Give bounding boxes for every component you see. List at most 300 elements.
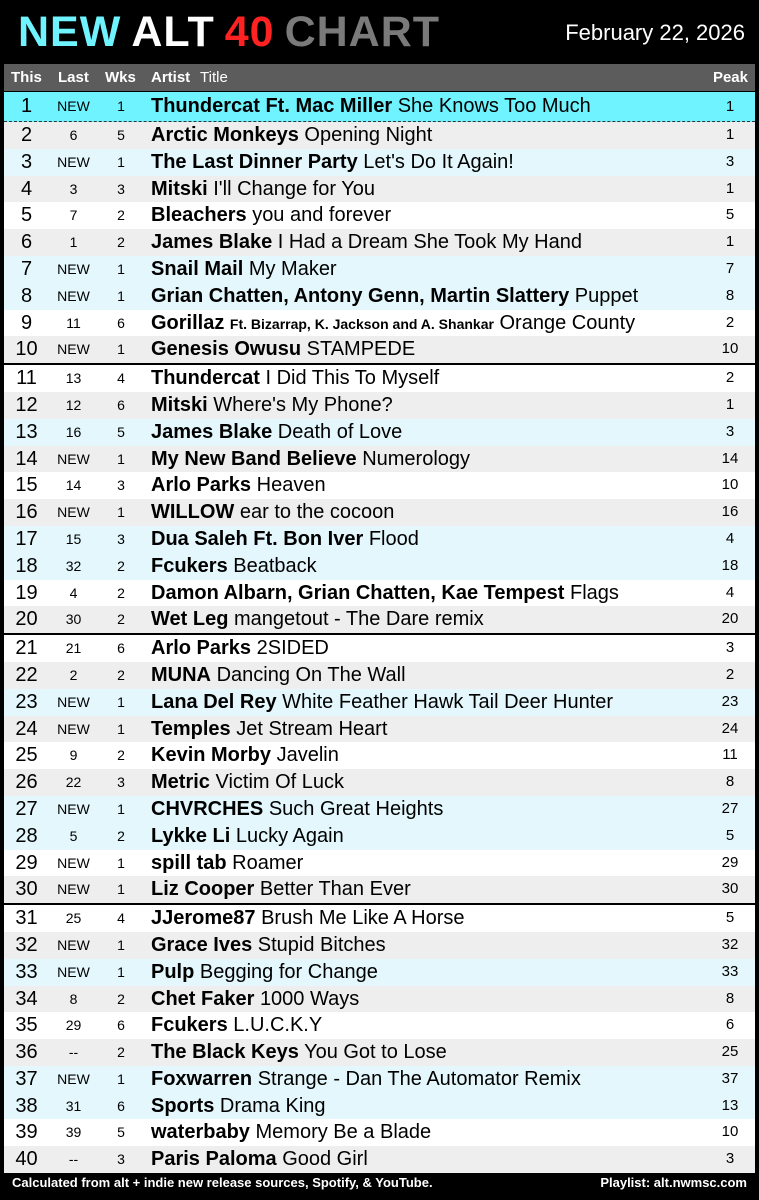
row-last-week: 8 <box>69 990 78 1007</box>
row-title: Let's Do It Again! <box>363 150 514 173</box>
row-peak: 32 <box>721 935 739 953</box>
row-title: Beatback <box>233 554 317 577</box>
row-title: White Feather Hawk Tail Deer Hunter <box>282 690 614 713</box>
row-rank: 8 <box>20 284 33 307</box>
row-last-week: 15 <box>65 530 82 547</box>
row-peak: 16 <box>721 503 739 521</box>
row-weeks: 2 <box>117 207 125 224</box>
table-row[interactable] <box>4 446 755 473</box>
row-title: Where's My Phone? <box>213 393 393 416</box>
row-title: Roamer <box>232 851 304 874</box>
table-row[interactable] <box>4 716 755 743</box>
row-last-week: NEW <box>57 341 90 358</box>
row-song <box>151 796 443 823</box>
row-artist: Lykke Li <box>151 824 231 847</box>
row-weeks: 3 <box>117 477 125 494</box>
row-title: Memory Be a Blade <box>255 1121 432 1144</box>
row-rank: 17 <box>15 527 38 550</box>
row-rank: 24 <box>15 717 38 740</box>
row-last-week: 25 <box>65 910 82 927</box>
row-title: Drama King <box>219 1094 326 1117</box>
row-weeks: 3 <box>117 1151 125 1168</box>
row-last-week: 9 <box>69 747 78 764</box>
row-peak: 7 <box>725 259 735 277</box>
title-word-chart: CHART <box>284 8 441 56</box>
row-song <box>151 1066 581 1093</box>
chart-title <box>18 4 450 60</box>
row-song <box>151 635 329 662</box>
table-row[interactable] <box>4 850 755 877</box>
row-artist: Liz Cooper <box>151 878 255 901</box>
row-peak: 8 <box>725 773 735 791</box>
row-last-week: -- <box>68 1044 79 1061</box>
row-rank: 37 <box>15 1067 38 1090</box>
row-title: Strange - Dan The Automator Remix <box>257 1067 581 1090</box>
row-peak: 10 <box>721 340 739 358</box>
row-weeks: 1 <box>117 153 125 170</box>
row-artist: The Last Dinner Party <box>151 150 358 173</box>
row-weeks: 1 <box>117 963 125 980</box>
row-artist: Foxwarren <box>151 1067 253 1090</box>
table-row[interactable] <box>4 689 755 716</box>
row-last-week: 14 <box>65 477 82 494</box>
row-artist: Genesis Owusu <box>151 338 302 361</box>
row-last-week: 12 <box>65 396 82 413</box>
row-artist: Grian Chatten, Antony Genn, Martin Slattery <box>151 284 570 307</box>
row-song <box>151 689 613 716</box>
row-artist: Mitski <box>151 177 208 200</box>
table-row[interactable] <box>4 526 755 553</box>
row-rank: 27 <box>15 797 38 820</box>
table-row[interactable] <box>4 122 755 149</box>
row-last-week: 1 <box>69 234 78 251</box>
row-rank: 35 <box>15 1014 38 1037</box>
row-song <box>151 986 359 1013</box>
row-artist: waterbaby <box>151 1121 250 1144</box>
row-song <box>151 1119 431 1146</box>
row-weeks: 2 <box>117 584 125 601</box>
row-rank: 30 <box>15 878 38 901</box>
row-peak: 25 <box>721 1043 739 1061</box>
row-song <box>151 850 303 877</box>
row-peak: 8 <box>725 286 735 304</box>
row-last-week: NEW <box>57 287 90 304</box>
row-song <box>151 553 317 580</box>
row-rank: 34 <box>15 987 38 1010</box>
table-row[interactable] <box>4 876 755 903</box>
row-artist: CHVRCHES <box>151 797 264 820</box>
row-last-week: 4 <box>69 584 78 601</box>
row-song <box>151 823 344 850</box>
row-song <box>151 122 432 149</box>
row-artist: Mitski <box>151 393 208 416</box>
row-weeks: 3 <box>117 774 125 791</box>
row-last-week: NEW <box>57 881 90 898</box>
row-peak: 33 <box>721 962 739 980</box>
row-last-week: 30 <box>65 611 82 628</box>
row-rank: 18 <box>15 554 38 577</box>
row-peak: 8 <box>725 989 735 1007</box>
row-artist: Gorillaz <box>151 311 225 334</box>
table-row[interactable] <box>4 283 755 310</box>
row-rank: 31 <box>15 907 38 930</box>
row-weeks: 1 <box>117 693 125 710</box>
row-weeks: 1 <box>117 881 125 898</box>
row-peak: 11 <box>722 746 738 764</box>
row-song <box>151 1093 326 1120</box>
row-artist: Chet Faker <box>151 987 255 1010</box>
row-last-week: 13 <box>65 370 82 387</box>
row-title: I Did This To Myself <box>265 367 440 390</box>
row-rank: 23 <box>15 690 38 713</box>
row-weeks: 3 <box>117 180 125 197</box>
row-artist: Paris Paloma <box>151 1148 277 1171</box>
row-last-week: 2 <box>69 666 78 683</box>
column-header-row <box>4 64 755 91</box>
row-last-week: -- <box>68 1151 79 1168</box>
row-last-week: NEW <box>57 153 90 170</box>
row-song <box>151 769 344 796</box>
row-song <box>151 876 411 903</box>
row-artist: Thundercat Ft. Mac Miller <box>151 95 393 117</box>
column-title: Title <box>200 69 228 86</box>
row-artist: James Blake <box>151 420 273 443</box>
row-weeks: 1 <box>117 98 125 114</box>
row-title: Death of Love <box>277 420 403 443</box>
row-last-week: NEW <box>57 720 90 737</box>
table-row[interactable] <box>4 769 755 796</box>
row-peak: 6 <box>725 1016 735 1034</box>
table-row[interactable] <box>4 202 755 229</box>
row-artist: James Blake <box>151 231 273 254</box>
row-artist: Snail Mail <box>151 257 244 280</box>
row-weeks: 1 <box>117 800 125 817</box>
row-peak: 37 <box>721 1069 739 1087</box>
footer-sources-note: Calculated from alt + indie new release sources, Spotify, & YouTube. <box>12 1175 433 1190</box>
table-row[interactable] <box>4 229 755 256</box>
row-rank: 20 <box>15 608 38 631</box>
row-title: She Knows Too Much <box>397 95 591 117</box>
row-weeks: 1 <box>117 260 125 277</box>
row-song <box>151 905 465 932</box>
row-title: Good Girl <box>282 1148 368 1171</box>
row-last-week: NEW <box>57 1070 90 1087</box>
row-peak: 13 <box>721 1096 739 1114</box>
row-peak: 3 <box>725 422 735 440</box>
row-song <box>151 499 394 526</box>
table-row[interactable] <box>4 633 755 662</box>
row-rank: 1 <box>20 95 33 117</box>
row-artist: Fcukers <box>151 554 228 577</box>
column-wks: Wks <box>105 69 136 86</box>
row-last-week: 39 <box>65 1124 82 1141</box>
row-artist: JJerome87 <box>151 907 256 930</box>
row-peak: 1 <box>725 179 735 197</box>
row-weeks: 5 <box>117 1124 125 1141</box>
row-weeks: 6 <box>117 640 125 657</box>
row-song <box>151 472 326 499</box>
row-artist: Metric <box>151 771 210 794</box>
row-artist: Grace Ives <box>151 933 253 956</box>
row-song <box>151 1012 322 1039</box>
row-song <box>151 202 391 229</box>
row-peak: 4 <box>725 529 735 547</box>
row-artist: Wet Leg <box>151 608 229 631</box>
row-song <box>151 310 635 337</box>
table-row[interactable] <box>4 1119 755 1146</box>
row-last-week: NEW <box>57 260 90 277</box>
row-last-week: NEW <box>57 963 90 980</box>
row-title: Flood <box>368 527 419 550</box>
table-row[interactable] <box>4 606 755 633</box>
row-peak: 24 <box>721 719 739 737</box>
row-song <box>151 716 387 743</box>
row-title: Puppet <box>574 284 639 307</box>
row-song <box>151 662 406 689</box>
row-peak: 3 <box>725 152 735 170</box>
row-title: You Got to Lose <box>304 1041 447 1064</box>
row-artist: Arctic Monkeys <box>151 124 299 146</box>
column-artist: Artist <box>151 69 191 86</box>
footer-playlist-link[interactable]: Playlist: alt.nwmsc.com <box>600 1175 747 1190</box>
row-song <box>151 959 378 986</box>
row-peak: 29 <box>721 853 739 871</box>
row-last-week: NEW <box>57 936 90 953</box>
row-title: Better Than Ever <box>259 878 411 901</box>
row-title: Heaven <box>256 474 326 497</box>
row-title: you and forever <box>252 204 392 227</box>
table-row[interactable] <box>4 499 755 526</box>
row-last-week: 29 <box>65 1017 82 1034</box>
row-song <box>151 176 375 203</box>
row-title: Such Great Heights <box>268 797 444 820</box>
table-row[interactable] <box>4 149 755 176</box>
row-title: Javelin <box>276 744 339 767</box>
row-artist: Arlo Parks <box>151 474 252 497</box>
row-peak: 5 <box>725 909 735 927</box>
row-rank: 16 <box>15 501 38 524</box>
row-weeks: 2 <box>117 666 125 683</box>
row-artist: Thundercat <box>151 367 260 390</box>
row-title: Begging for Change <box>199 960 378 983</box>
row-title: 1000 Ways <box>259 987 360 1010</box>
row-weeks: 1 <box>117 341 125 358</box>
row-artist: WILLOW <box>151 501 235 524</box>
row-song <box>151 149 514 176</box>
title-word-40: 40 <box>224 8 275 56</box>
row-artist: MUNA <box>151 663 211 686</box>
row-song <box>151 742 339 769</box>
row-last-week: NEW <box>57 98 90 114</box>
row-last-week: 7 <box>69 207 78 224</box>
row-weeks: 4 <box>117 370 125 387</box>
row-peak: 23 <box>721 692 739 710</box>
row-peak: 3 <box>725 639 735 657</box>
chart-date: February 22, 2026 <box>565 20 745 45</box>
row-artist: Damon Albarn, Grian Chatten, Kae Tempest <box>151 581 565 604</box>
row-title: L.U.C.K.Y <box>233 1014 323 1037</box>
title-word-alt: ALT <box>131 8 215 56</box>
table-row[interactable] <box>4 1012 755 1039</box>
row-title: My Maker <box>248 257 337 280</box>
table-row[interactable] <box>4 903 755 932</box>
row-peak: 4 <box>725 583 735 601</box>
row-rank: 7 <box>20 257 33 280</box>
poster-header <box>0 0 759 64</box>
column-peak: Peak <box>712 69 748 86</box>
row-title: ear to the cocoon <box>239 501 395 524</box>
row-title: Jet Stream Heart <box>236 717 388 740</box>
row-title: I Had a Dream She Took My Hand <box>277 231 582 254</box>
row-title: 2SIDED <box>256 637 329 660</box>
row-song <box>151 92 591 121</box>
row-title: STAMPEDE <box>306 338 416 361</box>
row-artist: The Black Keys <box>151 1041 299 1064</box>
row-peak: 1 <box>725 98 735 115</box>
row-peak: 18 <box>721 556 739 574</box>
row-rank: 11 <box>16 367 37 390</box>
table-row[interactable] <box>4 1039 755 1066</box>
row-rank: 21 <box>15 637 38 660</box>
row-featured-artists: Ft. Bizarrap, K. Jackson and A. Shankar <box>229 315 494 332</box>
row-song <box>151 446 470 473</box>
table-row[interactable] <box>4 256 755 283</box>
row-weeks: 2 <box>117 611 125 628</box>
row-title: mangetout - The Dare remix <box>233 608 484 631</box>
row-last-week: 16 <box>65 423 82 440</box>
table-row[interactable] <box>4 823 755 850</box>
row-weeks: 2 <box>117 557 125 574</box>
row-title: Orange County <box>499 311 636 334</box>
row-weeks: 6 <box>117 396 125 413</box>
row-song <box>151 336 415 363</box>
table-row[interactable] <box>4 796 755 823</box>
row-title: Lucky Again <box>235 824 344 847</box>
row-weeks: 1 <box>117 287 125 304</box>
row-song <box>151 419 402 446</box>
table-row[interactable] <box>4 1066 755 1093</box>
row-peak: 14 <box>721 449 739 467</box>
table-row[interactable] <box>4 580 755 607</box>
row-title: Opening Night <box>304 124 433 146</box>
row-title: Dancing On The Wall <box>216 663 406 686</box>
table-row[interactable] <box>4 392 755 419</box>
row-title: I'll Change for You <box>213 177 375 200</box>
row-peak: 2 <box>725 369 735 387</box>
row-rank: 22 <box>15 663 38 686</box>
row-rank: 36 <box>15 1041 38 1064</box>
title-word-new: NEW <box>18 8 122 56</box>
row-peak: 1 <box>725 395 735 413</box>
row-rank: 4 <box>20 177 33 200</box>
row-peak: 1 <box>725 233 735 251</box>
table-row[interactable] <box>4 419 755 446</box>
row-weeks: 5 <box>117 423 125 440</box>
row-artist: Arlo Parks <box>151 637 252 660</box>
row-peak: 2 <box>725 665 735 683</box>
row-song <box>151 229 582 256</box>
table-row[interactable] <box>4 92 755 122</box>
table-row[interactable] <box>4 336 755 363</box>
row-last-week: 11 <box>66 314 81 331</box>
row-last-week: 21 <box>65 640 82 657</box>
row-artist: Sports <box>151 1094 215 1117</box>
row-song <box>151 932 386 959</box>
row-title: Flags <box>569 581 619 604</box>
table-row[interactable] <box>4 986 755 1013</box>
row-artist: Fcukers <box>151 1014 228 1037</box>
row-artist: Temples <box>151 717 231 740</box>
table-row[interactable] <box>4 1093 755 1120</box>
row-weeks: 2 <box>117 1044 125 1061</box>
row-rank: 39 <box>15 1121 38 1144</box>
row-rank: 28 <box>15 824 38 847</box>
row-weeks: 2 <box>117 827 125 844</box>
row-rank: 3 <box>20 150 33 173</box>
row-last-week: NEW <box>57 854 90 871</box>
row-peak: 5 <box>725 206 735 224</box>
row-weeks: 2 <box>117 747 125 764</box>
row-weeks: 2 <box>117 990 125 1007</box>
row-weeks: 6 <box>117 1017 125 1034</box>
row-last-week: NEW <box>57 693 90 710</box>
poster-footer <box>0 1170 759 1200</box>
row-rank: 19 <box>15 581 38 604</box>
row-rank: 9 <box>20 311 33 334</box>
table-row[interactable] <box>4 742 755 769</box>
row-last-week: 32 <box>65 557 82 574</box>
table-row[interactable] <box>4 959 755 986</box>
row-song <box>151 365 439 392</box>
row-artist: spill tab <box>151 851 227 874</box>
row-rank: 12 <box>15 393 38 416</box>
table-row[interactable] <box>4 932 755 959</box>
row-artist: Dua Saleh Ft. Bon Iver <box>151 527 364 550</box>
row-last-week: 22 <box>65 774 82 791</box>
row-artist: Pulp <box>151 960 195 983</box>
row-peak: 10 <box>721 476 739 494</box>
row-artist: Kevin Morby <box>151 744 272 767</box>
table-row[interactable] <box>4 363 755 392</box>
row-weeks: 1 <box>117 936 125 953</box>
row-rank: 29 <box>15 851 38 874</box>
table-row[interactable] <box>4 472 755 499</box>
row-weeks: 6 <box>117 1097 125 1114</box>
row-rank: 13 <box>15 420 38 443</box>
row-weeks: 1 <box>117 504 125 521</box>
row-rank: 33 <box>15 960 38 983</box>
row-weeks: 5 <box>117 127 125 143</box>
row-rank: 10 <box>15 338 38 361</box>
row-title: Brush Me Like A Horse <box>261 907 465 930</box>
row-weeks: 1 <box>117 450 125 467</box>
row-rank: 32 <box>15 933 38 956</box>
row-rank: 38 <box>15 1094 38 1117</box>
row-peak: 1 <box>725 126 735 143</box>
row-peak: 20 <box>721 610 739 628</box>
row-last-week: 31 <box>65 1097 82 1114</box>
table-row[interactable] <box>4 662 755 689</box>
row-song <box>151 256 337 283</box>
table-row[interactable] <box>4 176 755 203</box>
row-last-week: NEW <box>57 800 90 817</box>
row-rank: 40 <box>15 1148 38 1171</box>
row-weeks: 2 <box>117 234 125 251</box>
table-row[interactable] <box>4 553 755 580</box>
row-rank: 26 <box>15 771 38 794</box>
row-weeks: 3 <box>117 530 125 547</box>
table-row[interactable] <box>4 310 755 337</box>
